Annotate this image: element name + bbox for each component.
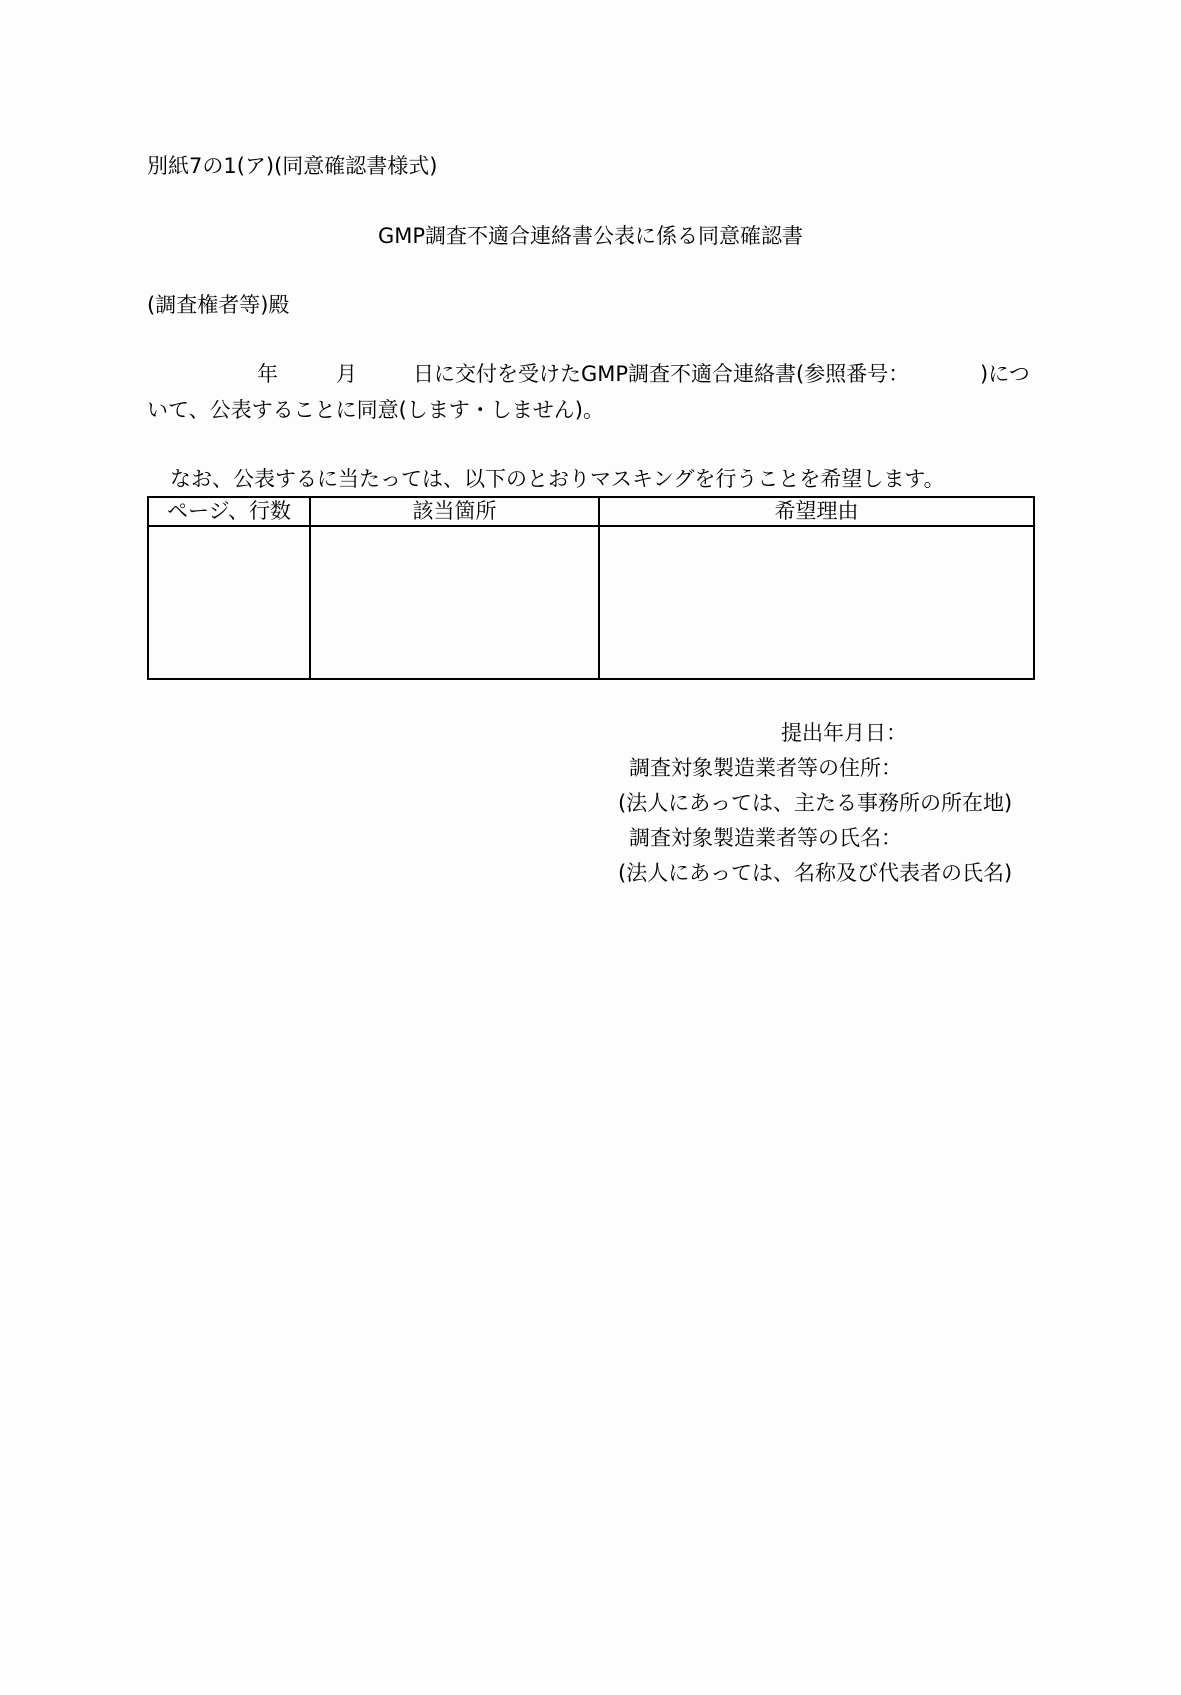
table-row (148, 526, 1034, 679)
year-label: 年 (257, 362, 278, 386)
cell-location[interactable] (310, 526, 599, 679)
consent-line-1-end: )につ (980, 362, 1030, 386)
addressee: (調査権者等)殿 (147, 293, 290, 317)
address-note: (法人にあっては、主たる事務所の所在地) (618, 791, 1013, 815)
cell-page-line[interactable] (148, 526, 310, 679)
submission-date-label: 提出年月日： (781, 721, 907, 745)
name-note: (法人にあっては、名称及び代表者の氏名) (618, 861, 1013, 885)
masking-table (147, 496, 1035, 680)
name-label: 調査対象製造業者等の氏名： (629, 826, 902, 850)
masking-note: なお、公表するに当たっては、以下のとおりマスキングを行うことを希望します。 (170, 467, 945, 491)
column-header-reason: 希望理由 (599, 497, 1034, 526)
consent-line-2: いて、公表することに同意(します・しません)。 (147, 398, 604, 422)
consent-line-1: 日に交付を受けたGMP調査不適合連絡書(参照番号： (413, 362, 910, 386)
column-header-location: 該当箇所 (310, 497, 599, 526)
address-label: 調査対象製造業者等の住所： (629, 756, 902, 780)
month-label: 月 (336, 362, 357, 386)
column-header-page-line: ページ、行数 (148, 497, 310, 526)
table-header-row (148, 497, 1034, 526)
document-title: GMP調査不適合連絡書公表に係る同意確認書 (378, 224, 804, 248)
annex-label: 別紙7の1(ア)(同意確認書様式) (147, 154, 438, 178)
cell-reason[interactable] (599, 526, 1034, 679)
